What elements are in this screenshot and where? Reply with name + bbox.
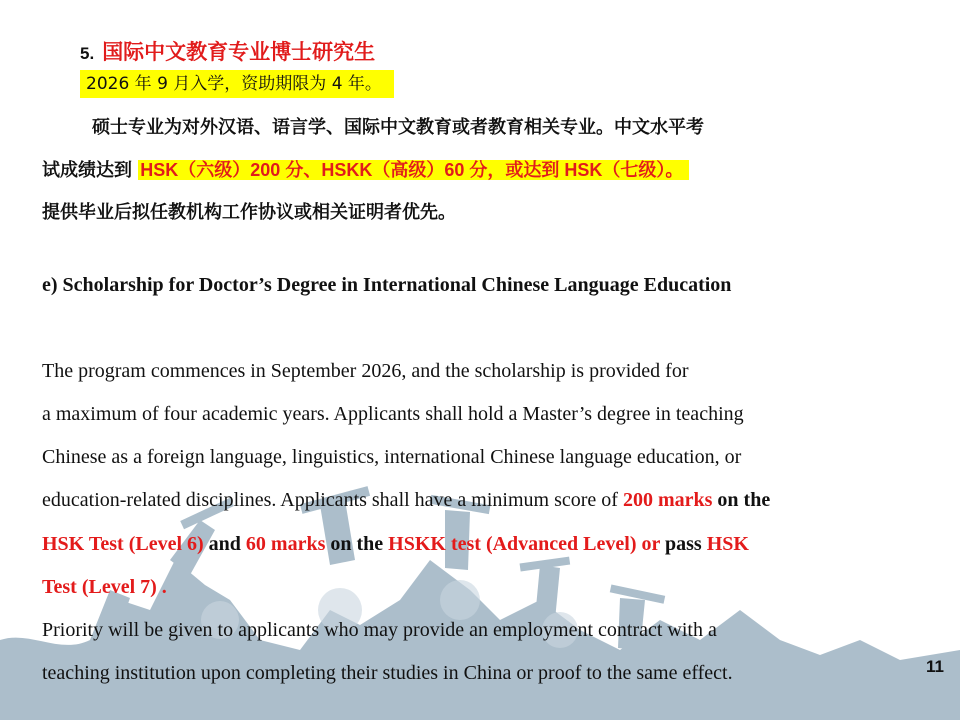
en-priority-line-2: teaching institution upon completing their studies in China or proof to the same effect. bbox=[42, 662, 733, 684]
en-hskk-advanced: HSKK test (Advanced Level) or bbox=[388, 533, 660, 555]
en-body-line-2: a maximum of four academic years. Applicants shall hold a Master’s degree in teaching bbox=[42, 403, 744, 425]
page-number: 11 bbox=[926, 657, 944, 676]
en-hsk-level7: Test (Level 7) . bbox=[42, 576, 167, 598]
cn-requirements-line-2 bbox=[42, 156, 689, 185]
en-line4-text: education-related disciplines. Applicants shall have a minimum score of bbox=[42, 489, 623, 511]
en-priority-line-1: Priority will be given to applicants who may provide an employment contract with a bbox=[42, 619, 717, 641]
en-hskk-score: 60 marks bbox=[245, 533, 326, 555]
cn-requirements-line-1: 硕士专业为对外汉语、语言学、国际中文教育或者教育相关专业。中文水平考 bbox=[92, 117, 704, 138]
cn-priority-line: 提供毕业后拟任教机构工作协议或相关证明者优先。 bbox=[42, 202, 456, 223]
cn-heading-number: 5. bbox=[80, 44, 95, 63]
en-body-line-1: The program commences in September 2026, and the scholarship is provided for bbox=[42, 360, 689, 382]
en-line5-on-the: on the bbox=[325, 533, 389, 555]
cn-intake-highlight: 2026 年 9 月入学，资助期限为 4 年。 bbox=[80, 70, 394, 98]
cn-req-prefix: 试成绩达到 bbox=[42, 160, 139, 181]
en-line5-and: and bbox=[203, 533, 246, 555]
en-body-line-3: Chinese as a foreign language, linguistics, international Chinese language education, or bbox=[42, 446, 742, 468]
cn-score-highlight: HSK（六级）200 分、HSKK（高级）60 分，或达到 HSK（七级）。 bbox=[138, 160, 689, 180]
cn-heading-text: 国际中文教育专业博士研究生 bbox=[102, 40, 376, 64]
en-line4-tail: on the bbox=[712, 489, 771, 511]
en-body-line-4 bbox=[42, 486, 770, 514]
en-section-heading: e) Scholarship for Doctor’s Degree in International Chinese Language Education bbox=[42, 274, 732, 296]
en-line5-pass: pass bbox=[660, 533, 707, 555]
en-hsk-score: 200 marks bbox=[622, 489, 713, 511]
en-body-line-6 bbox=[42, 573, 167, 601]
en-body-line-5 bbox=[42, 530, 749, 558]
en-hsk-word: HSK bbox=[706, 533, 749, 555]
en-hsk-level6: HSK Test (Level 6) bbox=[42, 533, 204, 555]
cn-section-heading bbox=[80, 38, 375, 68]
